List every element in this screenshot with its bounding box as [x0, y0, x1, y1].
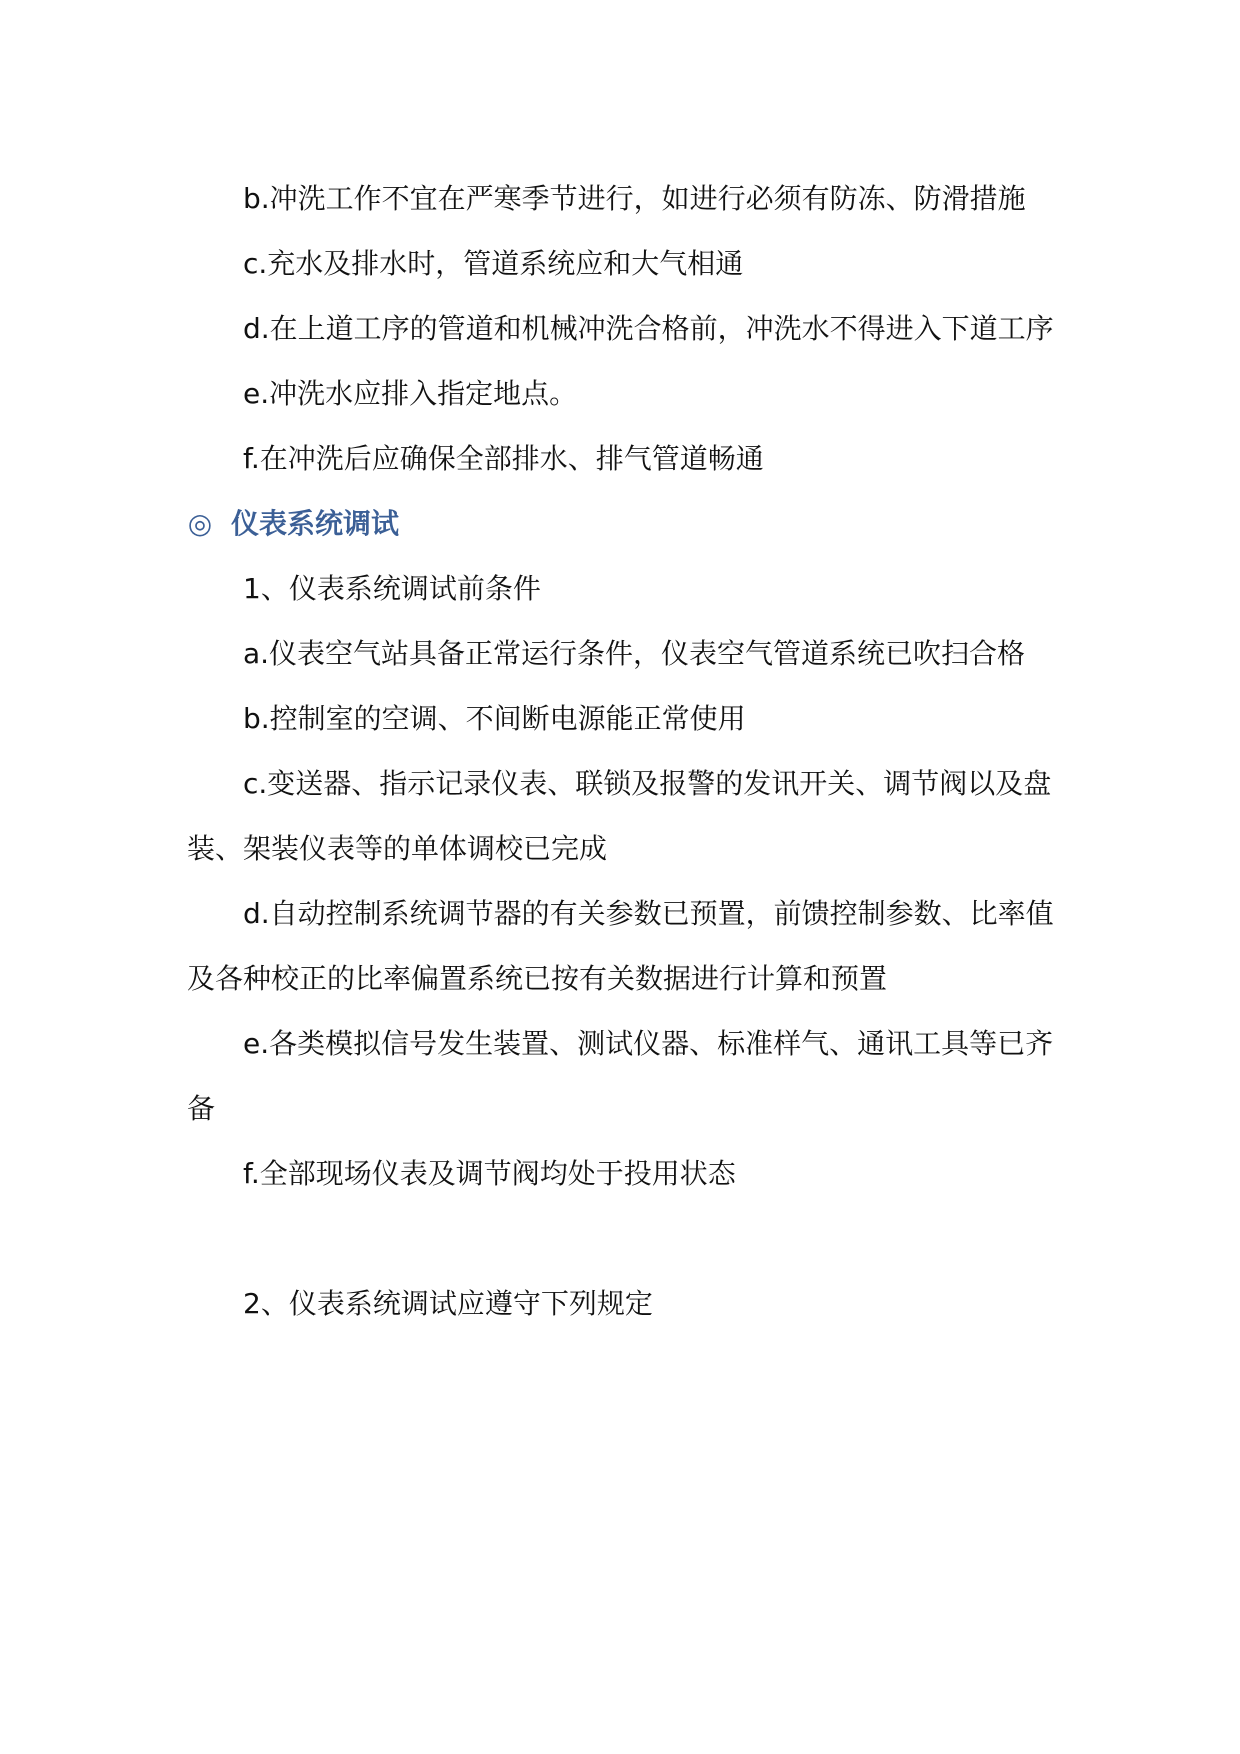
- paragraph-flush-b: b.冲洗工作不宜在严寒季节进行，如进行必须有防冻、防滑措施: [243, 182, 1026, 215]
- paragraph-flush-d: d.在上道工序的管道和机械冲洗合格前，冲洗水不得进入下道工序: [243, 312, 1054, 345]
- paragraph-flush-e: e.冲洗水应排入指定地点。: [243, 377, 578, 410]
- paragraph-flush-f: f.在冲洗后应确保全部排水、排气管道畅通: [243, 442, 764, 475]
- section-heading: [187, 491, 1057, 556]
- paragraph-cond-f: f.全部现场仪表及调节阀均处于投用状态: [243, 1157, 736, 1190]
- section-title: 仪表系统调试: [231, 507, 400, 540]
- subheading-rules: 2、仪表系统调试应遵守下列规定: [243, 1287, 653, 1320]
- paragraph-cond-c: c.变送器、指示记录仪表、联锁及报警的发讯开关、调节阀以及盘装、架装仪表等的单体调校已完成: [187, 767, 1052, 865]
- paragraph-cond-e: e.各类模拟信号发生装置、测试仪器、标准样气、通讯工具等已齐备: [187, 1027, 1054, 1125]
- paragraph-cond-a: a.仪表空气站具备正常运行条件，仪表空气管道系统已吹扫合格: [243, 637, 1026, 670]
- document-page: [187, 166, 1057, 1336]
- paragraph-flush-c: c.充水及排水时，管道系统应和大气相通: [243, 247, 744, 280]
- paragraph-cond-d: d.自动控制系统调节器的有关参数已预置，前馈控制参数、比率值及各种校正的比率偏置系统已按有关数据进行计算和预置: [187, 897, 1054, 995]
- paragraph-cond-b: b.控制室的空调、不间断电源能正常使用: [243, 702, 746, 735]
- blank-line: [187, 1206, 1057, 1271]
- circle-bullet-icon: ◎: [187, 507, 213, 540]
- subheading-preconditions: 1、仪表系统调试前条件: [243, 572, 541, 605]
